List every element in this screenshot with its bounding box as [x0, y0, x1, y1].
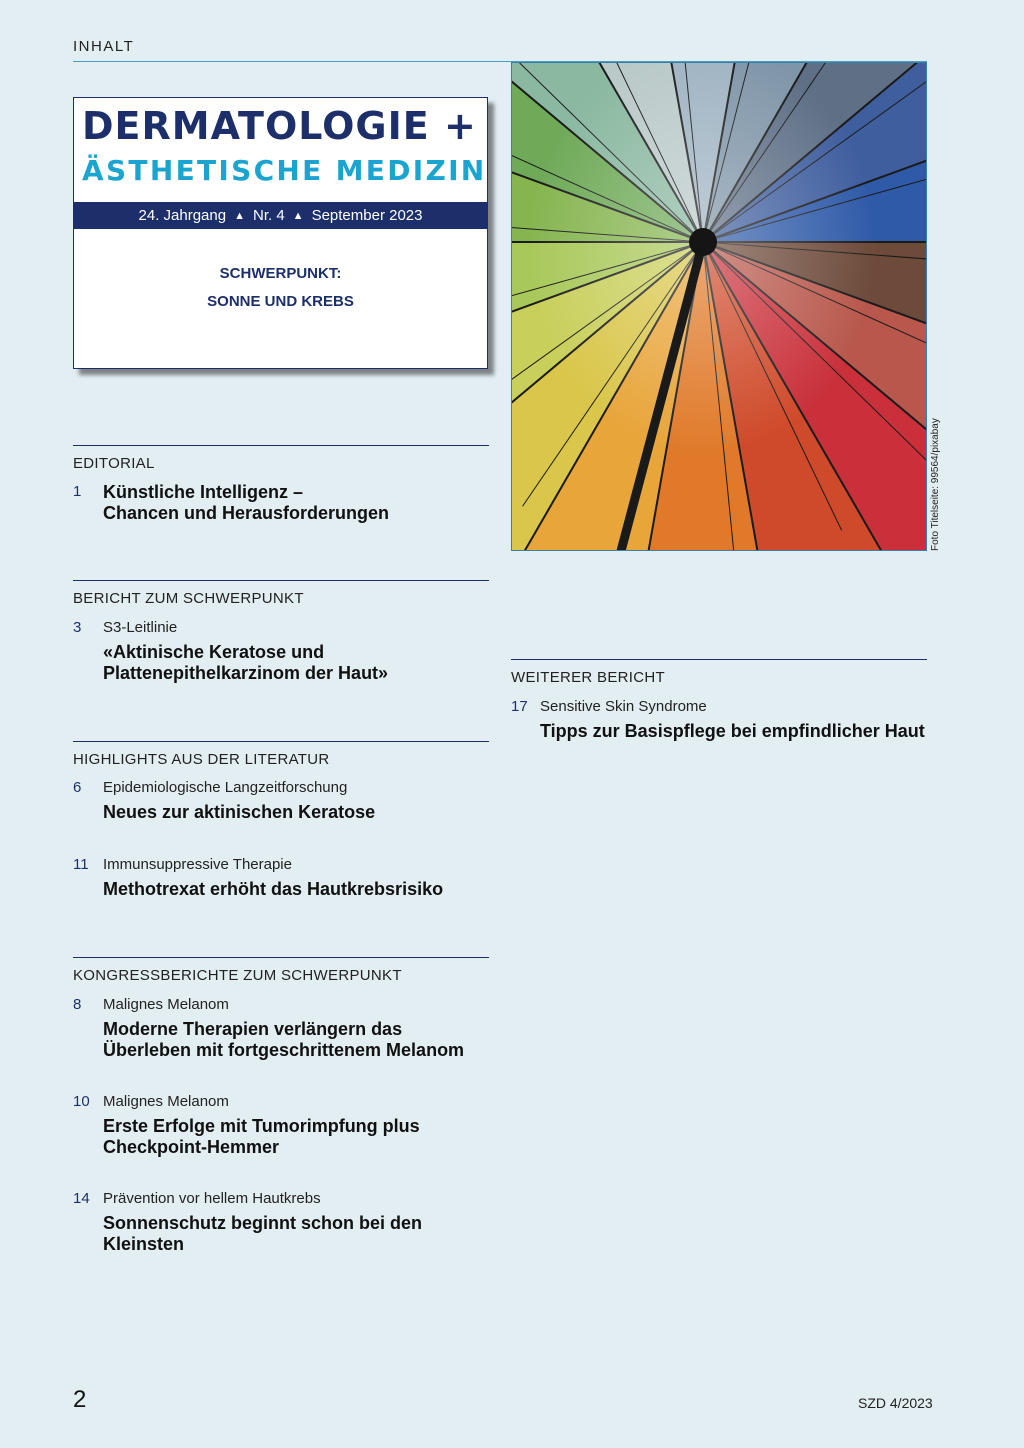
section-rule — [73, 445, 489, 446]
section-title-highlights: HIGHLIGHTS AUS DER LITERATUR — [73, 751, 330, 768]
journal-subtitle: ÄSTHETISCHE MEDIZIN — [82, 154, 487, 187]
section-title-kongress: KONGRESSBERICHTE ZUM SCHWERPUNKT — [73, 967, 402, 984]
volume: 24. Jahrgang — [138, 207, 227, 224]
entry-page-number: 14 — [73, 1190, 90, 1207]
issue: Nr. 4 — [252, 207, 285, 224]
entry-headline[interactable]: Sonnenschutz beginnt schon bei den Kleinsten — [103, 1213, 423, 1254]
journal-reference: SZD 4/2023 — [858, 1395, 933, 1411]
umbrella-image — [511, 62, 927, 551]
journal-cover — [73, 97, 488, 369]
issue-band — [74, 202, 487, 229]
focus-label: SCHWERPUNKT: — [219, 265, 342, 282]
section-title-editorial: EDITORIAL — [73, 455, 155, 472]
entry-subtitle: Epidemiologische Langzeitforschung — [103, 779, 348, 796]
entry-subtitle: Prävention vor hellem Hautkrebs — [103, 1190, 321, 1207]
plus-sign: + — [443, 104, 477, 148]
entry-subtitle: Malignes Melanom — [103, 1093, 229, 1110]
page-number: 2 — [73, 1386, 87, 1413]
focus-topic: SONNE UND KREBS — [207, 293, 354, 310]
section-rule — [511, 659, 927, 660]
triangle-icon: ▲ — [292, 209, 304, 222]
entry-page-number: 10 — [73, 1093, 90, 1110]
entry-page-number: 8 — [73, 996, 82, 1013]
section-rule — [73, 957, 489, 958]
umbrella-hub — [689, 228, 717, 256]
entry-headline[interactable]: «Aktinische Keratose und Plattenepithelkarzinom der Haut» — [103, 642, 389, 683]
entry-subtitle: Sensitive Skin Syndrome — [540, 698, 707, 715]
section-title-bericht: BERICHT ZUM SCHWERPUNKT — [73, 590, 304, 607]
issue-date: September 2023 — [311, 207, 423, 224]
section-rule — [73, 580, 489, 581]
entry-headline[interactable]: Tipps zur Basispflege bei empfindlicher Haut — [540, 721, 925, 741]
journal-title: DERMATOLOGIE + — [82, 104, 477, 148]
cover-focus — [74, 260, 487, 316]
entry-page-number: 11 — [73, 856, 89, 873]
entry-subtitle: Malignes Melanom — [103, 996, 229, 1013]
entry-page-number: 1 — [73, 483, 82, 500]
photo-credit: Foto Titelseite: 99564/pixabay — [930, 418, 941, 551]
entry-headline[interactable]: Erste Erfolge mit Tumorimpfung plus Checkpoint-Hemmer — [103, 1116, 420, 1157]
section-rule — [73, 741, 489, 742]
entry-page-number: 6 — [73, 779, 82, 796]
entry-headline[interactable]: Moderne Therapien verlängern das Überleben mit fortgeschrittenem Melanom — [103, 1019, 465, 1060]
entry-headline[interactable]: Neues zur aktinischen Keratose — [103, 802, 376, 822]
entry-subtitle: S3-Leitlinie — [103, 619, 178, 636]
entry-headline[interactable]: Künstliche Intelligenz – Chancen und Herausforderungen — [103, 482, 390, 523]
entry-page-number: 17 — [511, 698, 528, 715]
section-header: INHALT — [73, 38, 135, 55]
entry-page-number: 3 — [73, 619, 82, 636]
triangle-icon: ▲ — [234, 209, 245, 222]
entry-subtitle: Immunsuppressive Therapie — [103, 856, 292, 873]
section-title-weiterer: WEITERER BERICHT — [511, 669, 665, 686]
entry-headline[interactable]: Methotrexat erhöht das Hautkrebsrisiko — [103, 879, 444, 899]
